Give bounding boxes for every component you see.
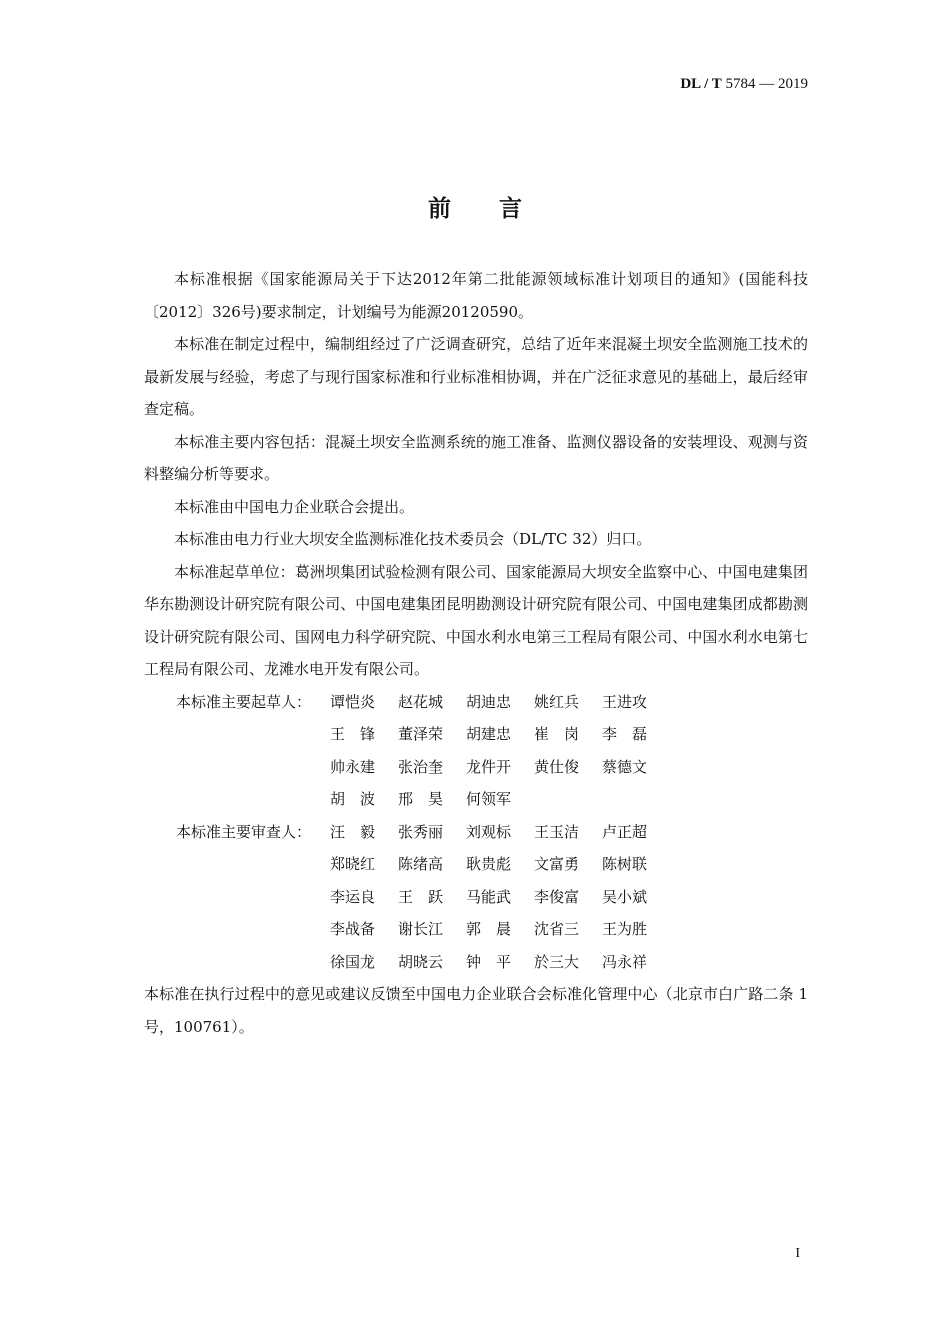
reviewer-name: 胡晓云: [398, 952, 444, 971]
drafter-name: 胡 波: [330, 790, 376, 808]
drafter-name: 胡迪忠: [466, 692, 512, 711]
standard-code-prefix: DL / T: [680, 76, 722, 92]
reviewer-name: 郑晓红: [330, 855, 376, 873]
reviewer-name: 李战备: [330, 920, 376, 938]
drafter-name: 黄仕俊: [534, 757, 580, 776]
reviewer-name: 王为胜: [602, 920, 648, 938]
drafter-name: 董泽荣: [398, 725, 444, 743]
standard-code-number: 5784 — 2019: [725, 76, 808, 92]
drafter-name: 王进攻: [602, 692, 648, 711]
reviewers-list: [144, 816, 808, 979]
reviewer-name: 文富勇: [534, 855, 580, 873]
paragraph-proposer: 本标准由中国电力企业联合会提出。: [174, 497, 415, 516]
reviewer-name: 谢长江: [398, 920, 444, 938]
drafter-name: 张治奎: [398, 757, 444, 776]
reviewer-name: 吴小斌: [602, 887, 648, 906]
drafters-list: [144, 686, 808, 816]
reviewer-name: 马能武: [466, 887, 512, 906]
paragraph-contents: 本标准主要内容包括：混凝土坝安全监测系统的施工准备、监测仪器设备的安装埋设、观测与资料整编分析等要求。: [144, 432, 808, 483]
page-number: I: [795, 1246, 800, 1261]
standard-code: [680, 76, 808, 93]
paragraph-basis: 本标准根据《国家能源局关于下达2012年第二批能源领域标准计划项目的通知》(国能科技〔2012〕326号)要求制定，计划编号为能源20120590。: [144, 270, 808, 321]
reviewer-name: 钟 平: [466, 952, 512, 971]
reviewer-name: 李运良: [330, 887, 376, 906]
reviewer-name: 刘观标: [466, 822, 512, 841]
reviewer-name: 王玉洁: [534, 822, 580, 841]
drafter-name: 龙件开: [466, 757, 512, 776]
foreword-body: [144, 263, 808, 1043]
drafter-name: 邢 昊: [398, 790, 444, 808]
reviewer-name: 汪 毅: [330, 822, 376, 841]
reviewer-name: 李俊富: [534, 887, 580, 906]
reviewer-name: 卢正超: [602, 822, 648, 841]
reviewer-name: 陈树联: [602, 855, 648, 873]
reviewer-name: 张秀丽: [398, 822, 444, 841]
reviewer-name: 王 跃: [398, 887, 444, 906]
drafter-name: 姚红兵: [534, 692, 580, 711]
paragraph-process: 本标准在制定过程中，编制组经过了广泛调查研究，总结了近年来混凝土坝安全监测施工技术的最新发展与经验，考虑了与现行国家标准和行业标准相协调，并在广泛征求意见的基础上，最后经审查定稿。: [144, 335, 808, 418]
drafter-name: 蔡德文: [602, 757, 648, 776]
reviewers-label: 本标准主要审查人：: [176, 822, 312, 841]
drafter-name: 赵花城: [398, 692, 444, 711]
drafter-name: 帅永建: [330, 757, 376, 776]
reviewer-name: 於三大: [534, 952, 580, 971]
reviewer-name: 沈省三: [534, 920, 580, 938]
drafter-name: 李 磊: [602, 725, 648, 743]
drafters-label: 本标准主要起草人：: [176, 692, 312, 711]
page-title: 前 言: [427, 196, 542, 222]
drafter-name: 谭恺炎: [330, 692, 376, 711]
paragraph-drafting-units: 本标准起草单位：葛洲坝集团试验检测有限公司、国家能源局大坝安全监察中心、中国电建集团华东勘测设计研究院有限公司、中国电建集团昆明勘测设计研究院有限公司、中国电建集团成都勘测设计研究院有限公司、国网电力科学研究院、中国水利水电第三工程局有限公司、中国水利水电第七工程局有限公司、龙滩水电开发有限公司。: [144, 562, 808, 678]
reviewer-name: 陈绪高: [398, 855, 444, 873]
drafter-name: 何领军: [466, 790, 512, 808]
reviewer-name: 冯永祥: [602, 952, 648, 971]
drafter-name: 崔 岗: [534, 725, 580, 743]
drafter-name: 王 锋: [330, 725, 376, 743]
reviewer-name: 徐国龙: [330, 952, 376, 971]
reviewer-name: 郭 晨: [466, 920, 512, 938]
drafter-name: 胡建忠: [466, 725, 512, 743]
paragraph-committee: 本标准由电力行业大坝安全监测标准化技术委员会（DL/TC 32）归口。: [174, 530, 652, 548]
reviewer-name: 耿贵彪: [466, 855, 512, 873]
paragraph-feedback: 本标准在执行过程中的意见或建议反馈至中国电力企业联合会标准化管理中心（北京市白广路二条 1 号，100761）。: [144, 985, 808, 1036]
